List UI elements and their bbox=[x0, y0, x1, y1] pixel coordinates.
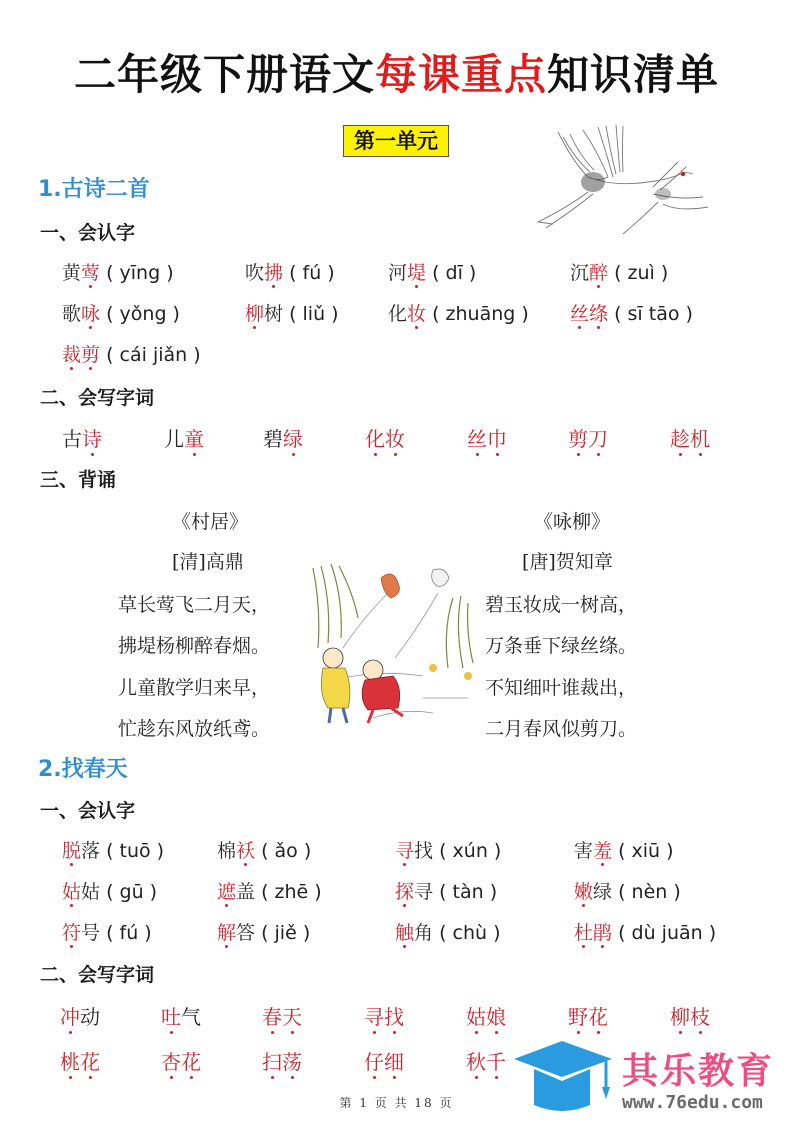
write-word: 古诗 bbox=[62, 427, 102, 451]
write-word: 儿童 bbox=[164, 427, 204, 451]
poem-2-author: [唐]贺知章 bbox=[522, 551, 613, 573]
poem-1-line: 草长莺飞二月天， bbox=[118, 594, 271, 616]
poem-2-title: 《咏柳》 bbox=[534, 511, 611, 533]
recognize-item: 害羞 ( xiū ) bbox=[574, 840, 674, 862]
write-word: 寻找 bbox=[364, 1005, 404, 1029]
poem-2-line: 不知细叶谁裁出， bbox=[485, 677, 638, 699]
lesson-2-recognize-heading: 一、会认字 bbox=[40, 800, 136, 822]
poem-1-line: 忙趁东风放纸鸢。 bbox=[118, 718, 271, 740]
lesson-2-heading: 2.找春天 bbox=[38, 757, 128, 782]
recognize-item: 吹拂 ( fú ) bbox=[245, 262, 335, 284]
recognize-item: 解答 ( jiě ) bbox=[217, 922, 311, 944]
children-kite-illustration-icon bbox=[303, 558, 493, 728]
page-number: 第 1 页 共 18 页 bbox=[339, 1096, 454, 1110]
page-title bbox=[0, 42, 793, 102]
write-word: 春天 bbox=[262, 1005, 302, 1029]
recognize-item: 沉醉 ( zuì ) bbox=[570, 262, 669, 284]
write-word: 吐气 bbox=[161, 1005, 201, 1029]
recognize-item: 触角 ( chù ) bbox=[395, 922, 501, 944]
write-word: 冲动 bbox=[60, 1005, 100, 1029]
watermark-url: www.76edu.com bbox=[622, 1092, 763, 1113]
recognize-item: 黄莺 ( yīng ) bbox=[62, 262, 174, 284]
recognize-item: 脱落 ( tuō ) bbox=[62, 840, 165, 862]
write-word: 姑娘 bbox=[466, 1005, 506, 1029]
watermark-logo bbox=[510, 1035, 793, 1122]
write-word: 杏花 bbox=[161, 1050, 201, 1074]
title-suffix: 知识清单 bbox=[547, 50, 720, 99]
unit-badge: 第一单元 bbox=[343, 125, 449, 157]
write-word: 柳枝 bbox=[670, 1005, 710, 1029]
recognize-item: 寻找 ( xún ) bbox=[395, 840, 502, 862]
poem-1-author: [清]高鼎 bbox=[172, 551, 244, 573]
recognize-item: 化妆 ( zhuāng ) bbox=[388, 303, 529, 325]
write-word: 丝巾 bbox=[467, 427, 507, 451]
title-prefix: 二年级下册语文 bbox=[73, 50, 375, 99]
write-word: 碧绿 bbox=[263, 427, 303, 451]
recognize-item: 杜鹃 ( dù juān ) bbox=[574, 922, 717, 944]
recognize-item: 棉袄 ( ǎo ) bbox=[217, 840, 312, 862]
lesson-1-write-heading: 二、会写字词 bbox=[40, 387, 155, 409]
recognize-item: 探寻 ( tàn ) bbox=[395, 881, 498, 903]
write-word: 桃花 bbox=[60, 1050, 100, 1074]
write-word: 趁机 bbox=[670, 427, 710, 451]
lesson-2-write-heading: 二、会写字词 bbox=[40, 964, 155, 986]
recognize-item: 河堤 ( dī ) bbox=[388, 262, 477, 284]
lesson-1-recite-heading: 三、背诵 bbox=[40, 469, 117, 491]
write-word: 仔细 bbox=[364, 1050, 404, 1074]
lesson-1-recognize-heading: 一、会认字 bbox=[40, 222, 136, 244]
recognize-item: 嫩绿 ( nèn ) bbox=[574, 881, 681, 903]
poem-1-line: 拂堤杨柳醉春烟。 bbox=[118, 635, 271, 657]
lesson-1-heading: 1.古诗二首 bbox=[38, 177, 150, 202]
recognize-item: 丝绦 ( sī tāo ) bbox=[570, 303, 693, 325]
poem-2-line: 万条垂下绿丝绦。 bbox=[485, 635, 638, 657]
write-word: 野花 bbox=[568, 1005, 608, 1029]
watermark-name: 其乐教育 bbox=[622, 1051, 775, 1092]
recognize-item: 歌咏 ( yǒng ) bbox=[62, 303, 180, 325]
graduation-cap-icon bbox=[510, 1037, 618, 1117]
recognize-item: 遮盖 ( zhē ) bbox=[217, 881, 322, 903]
recognize-item: 符号 ( fú ) bbox=[62, 922, 152, 944]
title-highlight: 每课重点 bbox=[374, 50, 547, 99]
write-word: 扫荡 bbox=[262, 1050, 302, 1074]
poem-1-line: 儿童散学归来早， bbox=[118, 677, 271, 699]
write-word: 剪刀 bbox=[568, 427, 608, 451]
poem-2-line: 二月春风似剪刀。 bbox=[485, 718, 638, 740]
poem-1-title: 《村居》 bbox=[172, 511, 249, 533]
crane-illustration-icon bbox=[528, 122, 718, 242]
write-word: 秋千 bbox=[466, 1050, 506, 1074]
recognize-item: 柳树 ( liǔ ) bbox=[245, 303, 339, 325]
recognize-item: 姑姑 ( gū ) bbox=[62, 881, 158, 903]
recognize-item: 裁剪 ( cái jiǎn ) bbox=[62, 344, 201, 366]
write-word: 化妆 bbox=[365, 427, 405, 451]
poem-2-line: 碧玉妆成一树高， bbox=[485, 594, 638, 616]
